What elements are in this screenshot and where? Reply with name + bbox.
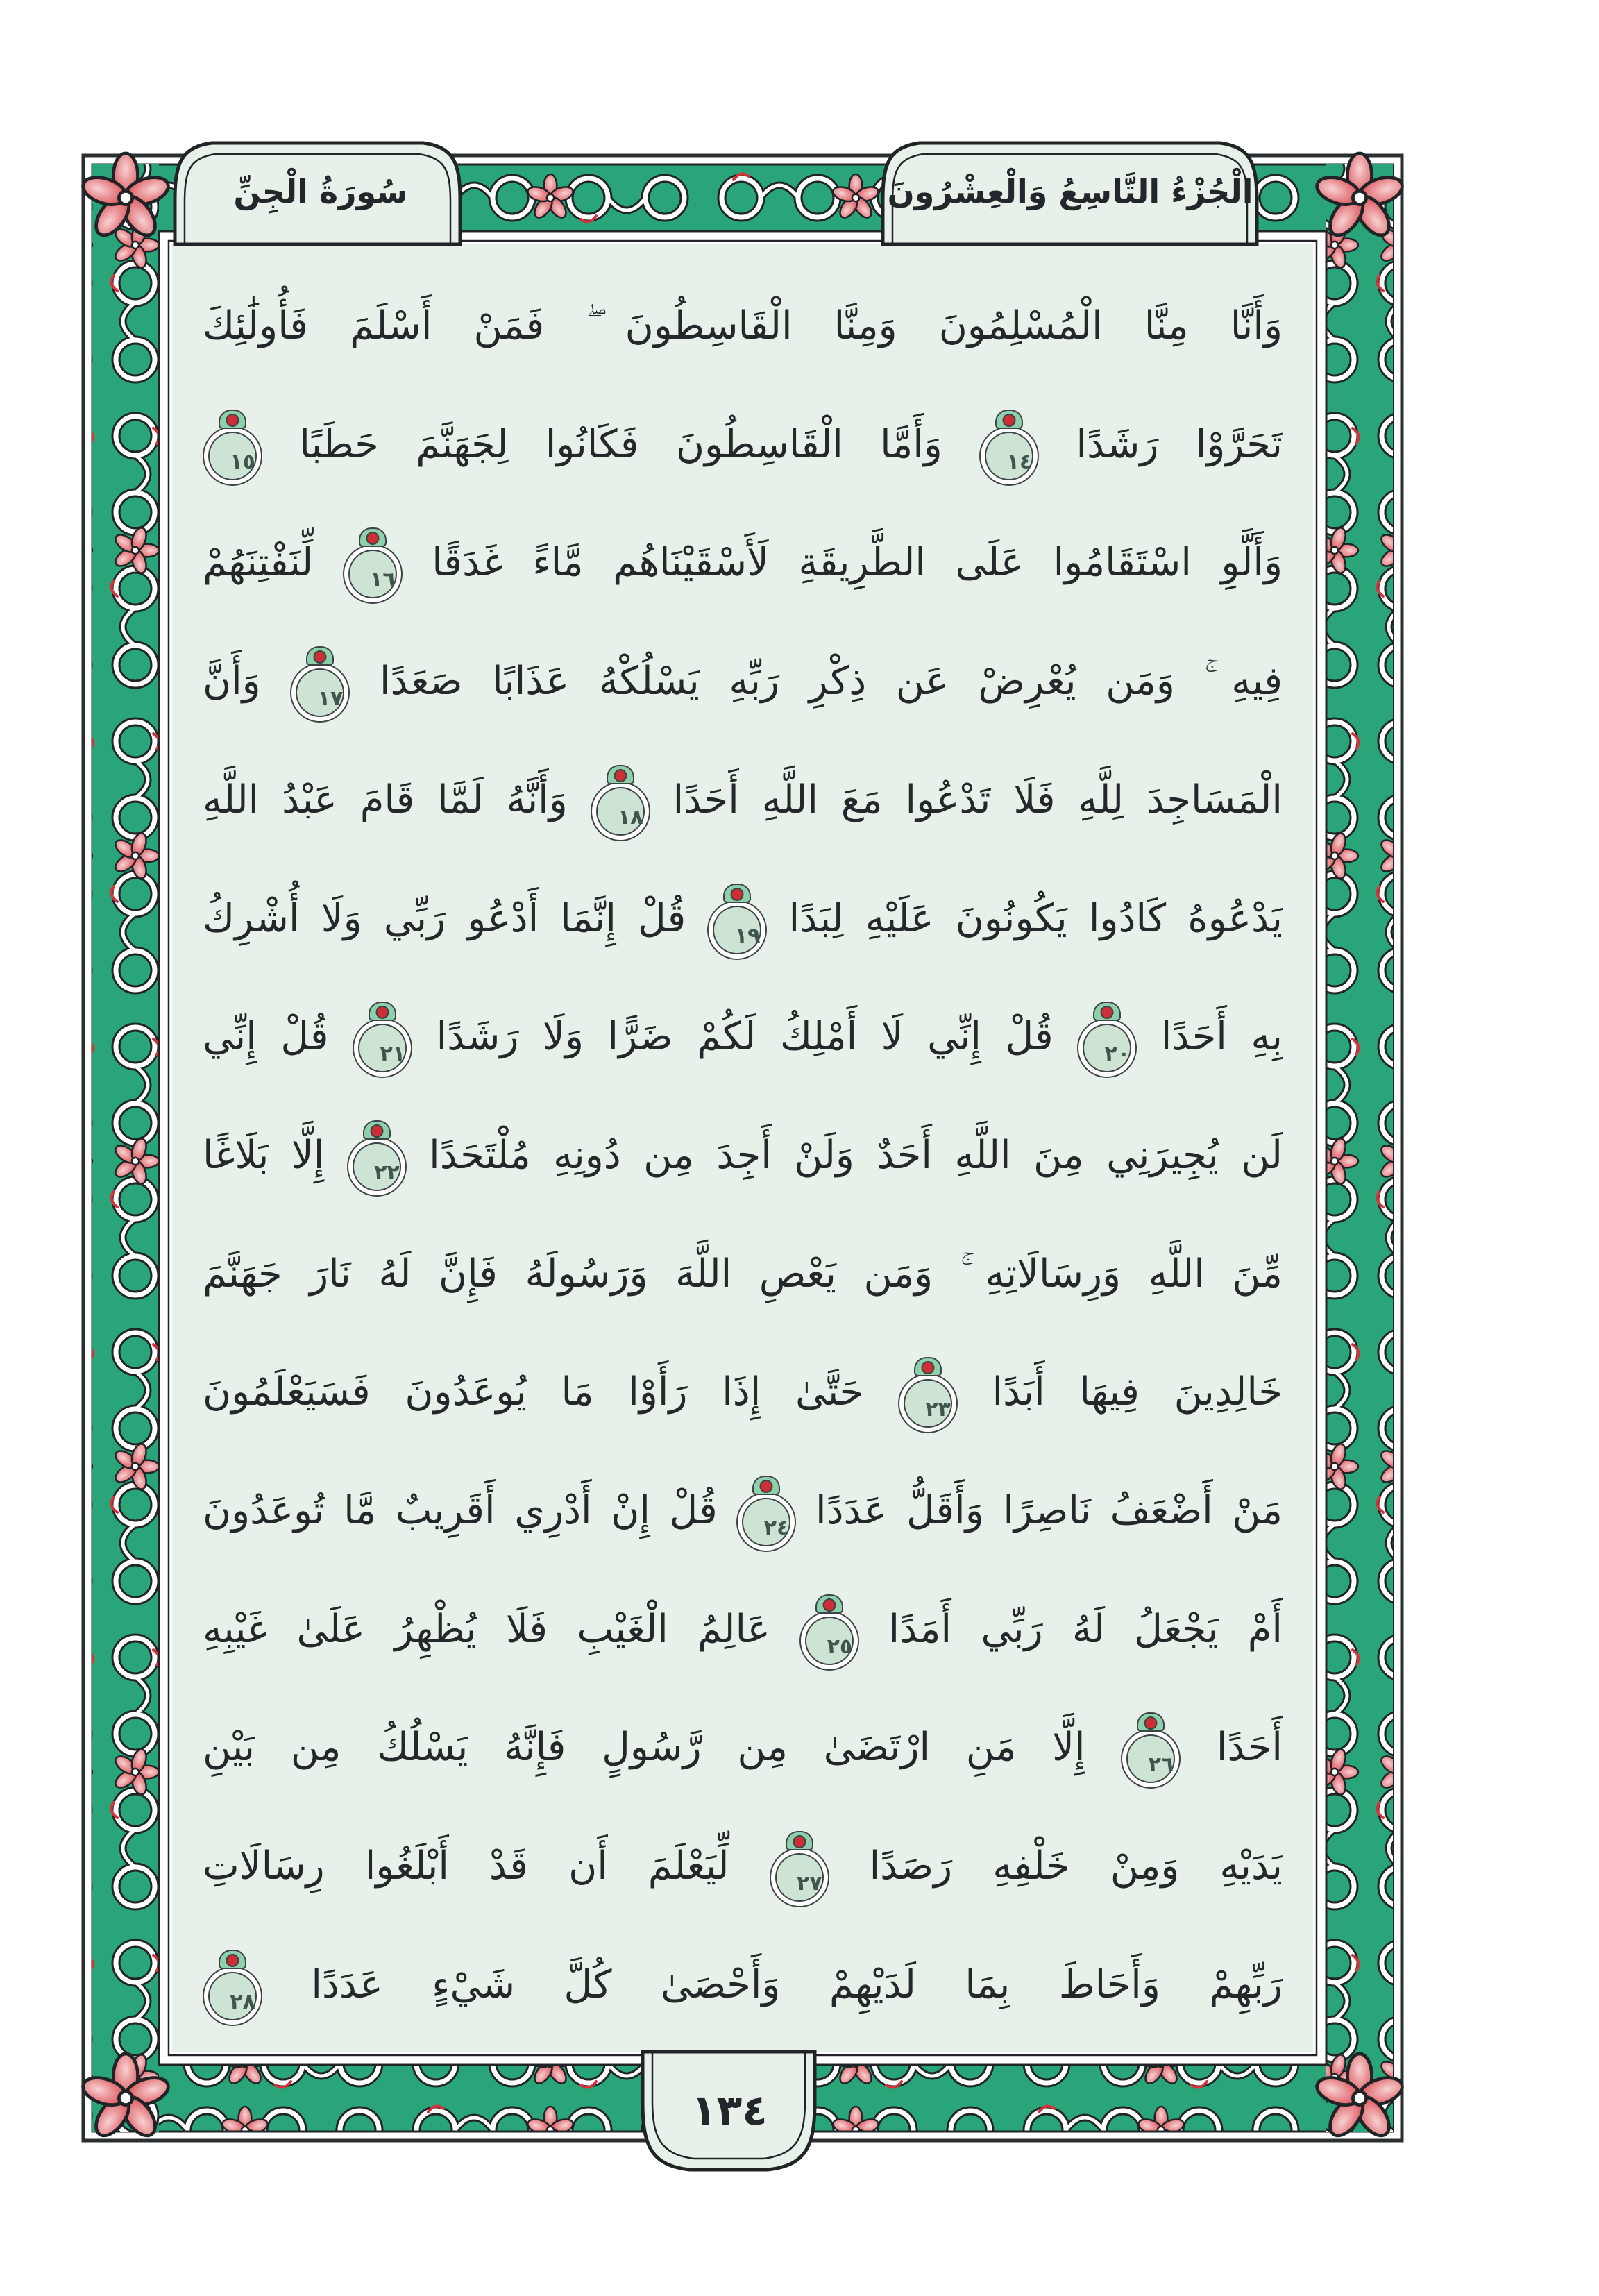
- verse-number: ٢١: [380, 1042, 406, 1067]
- verse-number: ٢٦: [1148, 1753, 1174, 1778]
- quran-line: تَحَرَّوْا رَشَدًا ١٤ وَأَمَّا الْقَاسِطُونَ فَكَانُوا لِجَهَنَّمَ حَطَبًا ١٥: [203, 393, 1283, 497]
- verse-end-marker-icon: [359, 1025, 405, 1071]
- quran-line: لَن يُجِيرَنِي مِنَ اللَّهِ أَحَدٌ وَلَنْ أَجِدَ مِن دُونِهِ مُلْتَحَدًا ٢٢ إِلَّا بَلَاغًا: [203, 1104, 1283, 1208]
- verse-end-marker-icon: [297, 670, 343, 716]
- verse-number: ١٥: [230, 449, 255, 474]
- quran-line: فِيهِ ۚ وَمَن يُعْرِضْ عَن ذِكْرِ رَبِّهِ يَسْلُكْهُ عَذَابًا صَعَدًا ١٧ وَأَنَّ: [203, 630, 1283, 734]
- verse-number: ٢٤: [763, 1516, 790, 1541]
- page-number: ١٣٤: [691, 2086, 768, 2135]
- verse-end-marker-icon: [1084, 1025, 1130, 1071]
- quran-line: وَأَلَّوِ اسْتَقَامُوا عَلَى الطَّرِيقَةِ لَأَسْقَيْنَاهُم مَّاءً غَدَقًا ١٦ لِّنَفْتِنَهُمْ: [203, 511, 1283, 615]
- verse-end-marker-icon: [598, 788, 643, 834]
- verse-end-marker-icon: [743, 1499, 789, 1545]
- verse-end-marker-icon: [806, 1618, 852, 1664]
- verse-end-marker-icon: [354, 1144, 400, 1190]
- verse-number: ١٩: [734, 923, 761, 948]
- quran-line: يَدَيْهِ وَمِنْ خَلْفِهِ رَصَدًا ٢٧ لِّيَعْلَمَ أَن قَدْ أَبْلَغُوا رِسَالَاتِ: [203, 1814, 1283, 1918]
- quran-line: أَمْ يَجْعَلُ لَهُ رَبِّي أَمَدًا ٢٥ عَالِمُ الْغَيْبِ فَلَا يُظْهِرُ عَلَىٰ غَيْبِهِ: [203, 1578, 1283, 1682]
- verse-number: ١٧: [317, 686, 344, 711]
- quran-line: الْمَسَاجِدَ لِلَّهِ فَلَا تَدْعُوا مَعَ اللَّهِ أَحَدًا ١٨ وَأَنَّهُ لَمَّا قَامَ عَبْدُ اللَّهِ: [203, 748, 1283, 852]
- quran-line: أَحَدًا ٢٦ إِلَّا مَنِ ارْتَضَىٰ مِن رَّسُولٍ فَإِنَّهُ يَسْلُكُ مِن بَيْنِ: [203, 1696, 1283, 1800]
- verse-end-marker-icon: [350, 551, 396, 597]
- verse-end-marker-icon: [777, 1855, 822, 1900]
- verse-number: ١٦: [370, 568, 396, 593]
- verse-number: ١٨: [618, 804, 643, 829]
- verse-end-marker-icon: [714, 907, 760, 953]
- verse-end-marker-icon: [1128, 1736, 1174, 1782]
- quran-line: خَالِدِينَ فِيهَا أَبَدًا ٢٣ حَتَّىٰ إِذَا رَأَوْا مَا يُوعَدُونَ فَسَيَعْلَمُونَ: [203, 1340, 1283, 1444]
- quran-line: رَبِّهِمْ وَأَحَاطَ بِمَا لَدَيْهِمْ وَأَحْصَىٰ كُلَّ شَيْءٍ عَدَدًا ٢٨: [203, 1933, 1283, 2037]
- verse-number: ٢٧: [796, 1871, 822, 1896]
- verse-number: ٢٥: [827, 1634, 853, 1659]
- verse-end-marker-icon: [210, 433, 255, 479]
- verse-number: ٢٨: [230, 1989, 255, 2014]
- quran-line: يَدْعُوهُ كَادُوا يَكُونُونَ عَلَيْهِ لِبَدًا ١٩ قُلْ إِنَّمَا أَدْعُو رَبِّي وَلَا أُشْرِكُ: [203, 867, 1283, 971]
- surah-title: سُورَةُ الْجِنِّ: [233, 173, 408, 210]
- quran-line: بِهِ أَحَدًا ٢٠ قُلْ إِنِّي لَا أَمْلِكُ لَكُمْ ضَرًّا وَلَا رَشَدًا ٢١ قُلْ إِنِّي: [203, 985, 1283, 1089]
- verse-number: ٢٢: [374, 1160, 400, 1185]
- verse-number: ١٤: [1006, 449, 1033, 474]
- verse-end-marker-icon: [210, 1973, 255, 2019]
- juz-title: الْجُزْءُ التَّاسِعُ وَالْعِشْرُونَ: [887, 173, 1253, 210]
- quran-line: مِّنَ اللَّهِ وَرِسَالَاتِهِ ۚ وَمَن يَعْصِ اللَّهَ وَرَسُولَهُ فَإِنَّ لَهُ نَارَ جَهَنَّمَ: [203, 1251, 1283, 1297]
- verse-number: ٢٣: [925, 1397, 951, 1422]
- quran-line: وَأَنَّا مِنَّا الْمُسْلِمُونَ وَمِنَّا الْقَاسِطُونَ ۖ فَمَنْ أَسْلَمَ فَأُولَٰئِكَ: [203, 303, 1283, 348]
- verse-end-marker-icon: [905, 1381, 951, 1426]
- quran-line: مَنْ أَضْعَفُ نَاصِرًا وَأَقَلُّ عَدَدًا ٢٤ قُلْ إِنْ أَدْرِي أَقَرِيبٌ مَّا تُوعَدُونَ: [203, 1459, 1283, 1563]
- verse-number: ٢٠: [1104, 1042, 1131, 1067]
- verse-end-marker-icon: [986, 433, 1032, 479]
- quran-text-body: [203, 274, 1283, 2037]
